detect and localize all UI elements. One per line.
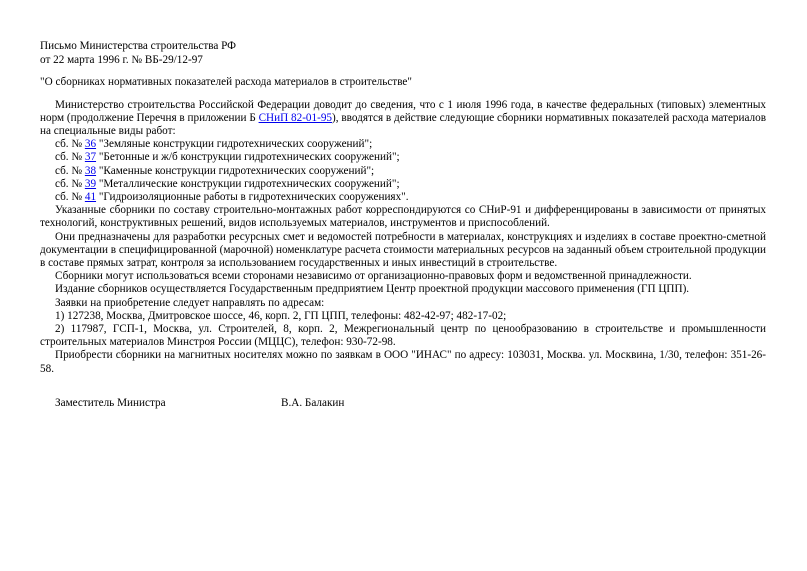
signature-block [40,396,766,410]
intro-text-after: ), вводятся в действие следующие сборники нормативных показателей расхода материалов на специальные виды работ: [40,111,767,137]
paragraph-correspondence: Указанные сборники по составу строительно-монтажных работ корреспондируются со СНиР-91 и дифференцированы в зависимости от принятых технологий, конструктивных решений, видов используемых материалов, инструментов и приспособлений. [40,204,766,230]
intro-paragraph [40,99,766,139]
collection-item [40,178,766,191]
paragraph-orders: Заявки на приобретение следует направлять по адресам: [55,296,325,309]
collection-item [40,165,766,178]
document [40,40,766,410]
document-body [40,99,766,376]
collection-title: "Гидроизоляционные работы в гидротехнических сооружениях". [96,190,409,203]
collection-title: "Бетонные и ж/б конструкции гидротехнических сооружений"; [96,151,400,164]
collection-item [40,138,766,151]
document-header-line-1: Письмо Министерства строительства РФ [40,40,237,52]
document-header-line-2: от 22 марта 1996 г. № ВБ-29/12-97 [40,53,203,66]
collection-link-38[interactable]: 38 [84,164,97,177]
collection-prefix: сб. № [55,151,85,164]
paragraph-digital: Приобрести сборники на магнитных носителях можно по заявкам в ООО "ИНАС" по адресу: 103031, Москва. ул. Москвина, 1/30, телефон: 351-26-58. [40,349,766,375]
paragraph-usage: Сборники могут использоваться всеми сторонами независимо от организационно-правовых форм и ведомственной принадлежности. [55,270,692,283]
collection-title: "Каменные конструкции гидротехнических сооружений"; [96,164,375,177]
collection-prefix: сб. № [55,177,85,190]
signature-role: Заместитель Министра [55,396,166,409]
collection-item [40,191,766,204]
intro-text-before: Министерство строительства Российской Федерации доводит до сведения, что с 1 июля 1996 года, в качестве федеральных (типовых) элементных норм (продолжение Перечня в приложении Б [40,98,766,124]
signature-name: В.А. Балакин [281,396,345,409]
collection-prefix: сб. № [55,138,85,151]
snip-link[interactable]: СНиП 82-01-95 [258,111,333,124]
document-title: "О сборниках нормативных показателей расхода материалов в строительстве" [40,76,412,88]
collection-prefix: сб. № [55,164,85,177]
collection-title: "Земляные конструкции гидротехнических сооружений"; [96,138,373,151]
address-2: 2) 117987, ГСП-1, Москва, ул. Строителей, 8, корп. 2, Межрегиональный центр по ценообразованию в строительстве и промышленности строительных материалов Минстроя России (МЦЦС), телефон: 930-72-98. [40,322,766,349]
paragraph-purpose: Они предназначены для разработки ресурсных смет и ведомостей потребности в материалах, конструкциях и изделиях в составе проектно-сметной документации в специфицированной (марочной) номенклатуре расчета стоимости материальных ресурсов на заданный объем строительной продукции в составе прямых затрат, контроля за использованием государственных и иных инвестиций в строительстве. [40,230,766,269]
collection-link-37[interactable]: 37 [84,151,97,164]
collection-link-39[interactable]: 39 [84,177,97,190]
address-1: 1) 127238, Москва, Дмитровское шоссе, 46, корп. 2, ГП ЦПП, телефоны: 482-42-97; 482-17-02; [55,309,507,322]
collection-title: "Металлические конструкции гидротехнических сооружений"; [96,177,400,190]
collection-prefix: сб. № [55,190,85,203]
collection-link-41[interactable]: 41 [84,190,97,203]
paragraph-publisher: Издание сборников осуществляется Государственным предприятием Центр проектной продукции массового применения (ГП ЦПП). [55,283,690,296]
collection-link-36[interactable]: 36 [84,138,97,151]
collection-item [40,151,766,164]
